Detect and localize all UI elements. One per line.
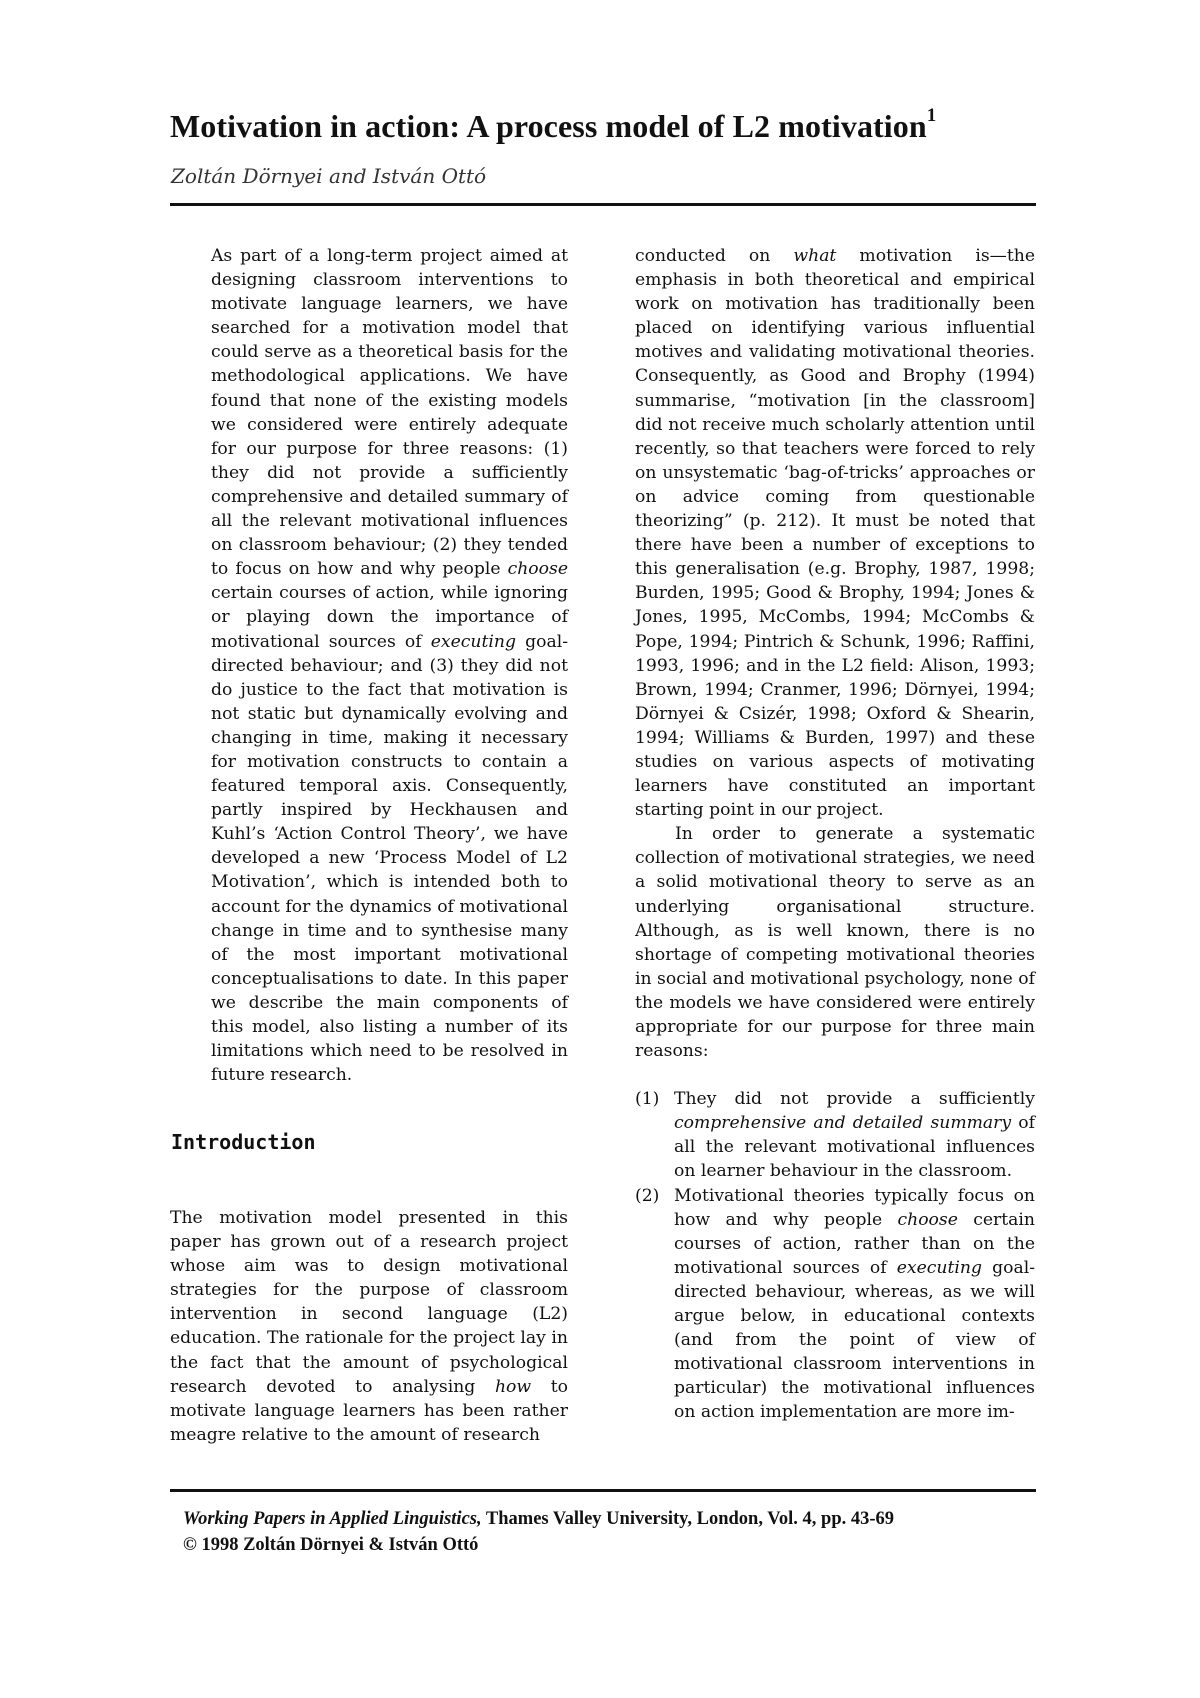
- right-column: [635, 244, 1035, 1425]
- introduction-text: [170, 1206, 568, 1447]
- author-line: Zoltán Dörnyei and István Ottó: [171, 164, 487, 188]
- copyright-notice: © 1998 Zoltán Dörnyei & István Ottó: [183, 1535, 479, 1555]
- body-paragraph: In order to generate a systematic collection of motivational strategies, we need a solid motivational theory to serve as an underlying organisational structure. Although, as is well known, there is no shortage of competing motivational theories in social and motivational psychology, none of the models we have considered were entirely appropriate for our purpose for three main reasons:: [635, 824, 1035, 1062]
- top-rule: [170, 203, 1036, 206]
- section-heading-introduction: Introduction: [171, 1130, 316, 1154]
- bottom-rule: [170, 1489, 1036, 1492]
- paper-title: Motivation in action: A process model of L2 motivation$^1$: [170, 105, 937, 144]
- list-item: (2) Motivational theories typically focus on how and why people choose certain courses of action, rather than on the motivational sources of executing goal-directed behaviour, whereas, as we will argue below, in educational contexts (and from the point of view of motivational classroom interventions in particular) the motivational influences on action implementation are more im-: [635, 1185, 1035, 1423]
- intro-paragraph: The motivation model presented in this paper has grown out of a research project whose aim was to design motivational strategies for the purpose of classroom intervention in second language (L2) education. The rationale for the project lay in the fact that the amount of psychological research devoted to analysing how to motivate language learners has been rather meagre relative to the amount of research: [170, 1208, 568, 1445]
- abstract-paragraph: As part of a long-term project aimed at designing classroom interventions to motivate language learners, we have searched for a motivation model that could serve as a theoretical basis for the methodological applications. We have found that none of the existing models we considered were entirely adequate for our purpose for three reasons: (1) they did not provide a sufficiently comprehensive and detailed summary of all the relevant motivational influences on classroom behaviour; (2) they tended to focus on how and why people choose certain courses of action, while ignoring or playing down the importance of motivational sources of executing goal-directed behaviour; and (3) they did not do justice to the fact that motivation is not static but dynamically evolving and changing in time, making it necessary for motivation constructs to contain a featured temporal axis. Consequently, partly inspired by Heckhausen and Kuhl’s ‘Action Control Theory’, we have developed a new ‘Process Model of L2 Motivation’, which is intended both to account for the dynamics of motivational change in time and to synthesise many of the most important motivational conceptualisations to date. In this paper we describe the main components of this model, also listing a number of its limitations which need to be resolved in future research.: [211, 246, 568, 1086]
- list-number: (1): [635, 1089, 660, 1110]
- page-footer: [183, 1506, 1043, 1558]
- footnote-marker[interactable]: 1: [926, 105, 937, 127]
- list-number: (2): [635, 1185, 660, 1206]
- body-paragraph: conducted on what motivation is—the emphasis in both theoretical and empirical work on motivation has traditionally been placed on identifying various influential motives and validating motivational theories. Consequently, as Good and Brophy (1994) summarise, “motivation [in the classroom] did not receive much scholarly attention until recently, so that teachers were forced to rely on unsystematic ‘bag-of-tricks’ approaches or on advice coming from questionable theorizing” (p. 212). It must be noted that there have been a number of exceptions to this generalisation (e.g. Brophy, 1987, 1998; Burden, 1995; Good & Brophy, 1994; Jones & Jones, 1995, McCombs, 1994; McCombs & Pope, 1994; Pintrich & Schunk, 1996; Raffini, 1993, 1996; and in the L2 field: Alison, 1993; Brown, 1994; Cranmer, 1996; Dörnyei, 1994; Dörnyei & Csizér, 1998; Oxford & Shearin, 1994; Williams & Burden, 1997) and these studies on various aspects of motivating learners have constituted an important starting point in our project.: [635, 246, 1035, 821]
- list-item: (1) They did not provide a sufficiently comprehensive and detailed summary of all the relevant motivational influences on learner behaviour in the classroom.: [635, 1089, 1035, 1182]
- reasons-list: [635, 1087, 1035, 1424]
- journal-citation: Working Papers in Applied Linguistics, Thames Valley University, London, Vol. 4, pp. 43-69: [183, 1509, 895, 1529]
- abstract: [211, 244, 568, 1087]
